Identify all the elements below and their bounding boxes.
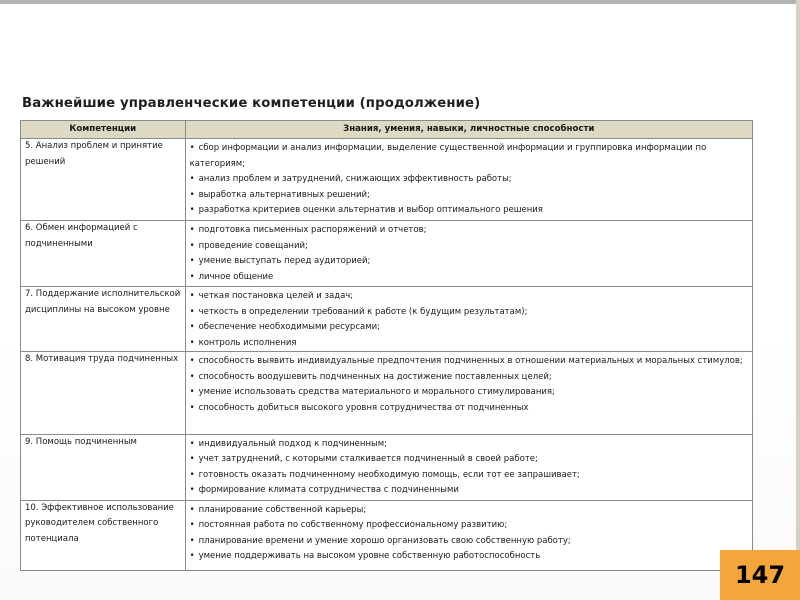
table-row xyxy=(21,500,753,570)
table-row xyxy=(21,434,753,500)
skills-cell xyxy=(185,500,752,570)
skills-cell xyxy=(185,221,752,287)
skills-list xyxy=(190,352,748,416)
list-item: • умение использовать средства материального и морального стимулирования; xyxy=(190,385,748,401)
list-item: • постоянная работа по собственному профессиональному развитию; xyxy=(190,518,748,534)
list-item: • планирование времени и умение хорошо организовать свою собственную работу; xyxy=(190,534,748,550)
skills-cell xyxy=(185,287,752,352)
list-item: • способность воодушевить подчиненных на достижение поставленных целей; xyxy=(190,370,748,386)
table-row xyxy=(21,221,753,287)
competency-cell: 7. Поддержание исполнительской дисциплины на высоком уровне xyxy=(21,287,186,352)
slide-title: Важнейшие управленческие компетенции (продолжение) xyxy=(22,96,481,111)
list-item: • четкость в определении требований к работе (к будущим результатам); xyxy=(190,305,748,321)
list-item: • готовность оказать подчиненному необходимую помощь, если тот ее запрашивает; xyxy=(190,468,748,484)
list-item: • четкая постановка целей и задач; xyxy=(190,289,748,305)
skills-list xyxy=(190,435,748,499)
competency-cell: 6. Обмен информацией с подчиненными xyxy=(21,221,186,287)
competency-cell: 10. Эффективное использование руководителем собственного потенциала xyxy=(21,500,186,570)
skills-cell xyxy=(185,434,752,500)
header-skills: Знания, умения, навыки, личностные способности xyxy=(185,121,752,139)
skills-list xyxy=(190,287,748,351)
list-item: • формирование климата сотрудничества с подчиненными xyxy=(190,483,748,499)
list-item: • умение поддерживать на высоком уровне собственную работоспособность xyxy=(190,549,748,565)
list-item: • проведение совещаний; xyxy=(190,239,748,255)
top-border-stripe xyxy=(0,0,800,4)
competency-cell: 8. Мотивация труда подчиненных xyxy=(21,352,186,434)
header-competencies: Компетенции xyxy=(21,121,186,139)
skills-cell xyxy=(185,352,752,434)
right-border-stripe xyxy=(796,0,800,600)
list-item: • планирование собственной карьеры; xyxy=(190,503,748,519)
competency-cell: 5. Анализ проблем и принятие решений xyxy=(21,139,186,221)
table-row xyxy=(21,139,753,221)
list-item: • умение выступать перед аудиторией; xyxy=(190,254,748,270)
list-item: • контроль исполнения xyxy=(190,336,748,352)
competencies-table xyxy=(20,120,753,571)
skills-list xyxy=(190,501,748,565)
page-number-badge xyxy=(720,550,800,600)
list-item: • индивидуальный подход к подчиненным; xyxy=(190,437,748,453)
list-item: • учет затруднений, с которыми сталкивается подчиненный в своей работе; xyxy=(190,452,748,468)
list-item: • обеспечение необходимыми ресурсами; xyxy=(190,320,748,336)
skills-list xyxy=(190,139,748,219)
table-header-row xyxy=(21,121,753,139)
competency-cell: 9. Помощь подчиненным xyxy=(21,434,186,500)
list-item: • разработка критериев оценки альтернатив и выбор оптимального решения xyxy=(190,203,748,219)
table-row xyxy=(21,287,753,352)
list-item: • анализ проблем и затруднений, снижающих эффективность работы; xyxy=(190,172,748,188)
list-item: • сбор информации и анализ информации, выделение существенной информации и группировка информации по категориям; xyxy=(190,141,748,172)
list-item: • подготовка письменных распоряжений и отчетов; xyxy=(190,223,748,239)
skills-cell xyxy=(185,139,752,221)
list-item: • способность выявить индивидуальные предпочтения подчиненных в отношении материальных и моральных стимулов; xyxy=(190,354,748,370)
skills-list xyxy=(190,221,748,285)
list-item: • выработка альтернативных решений; xyxy=(190,188,748,204)
page-number: 147 xyxy=(734,561,786,589)
list-item: • личное общение xyxy=(190,270,748,286)
list-item: • способность добиться высокого уровня сотрудничества от подчиненных xyxy=(190,401,748,417)
table-row xyxy=(21,352,753,434)
